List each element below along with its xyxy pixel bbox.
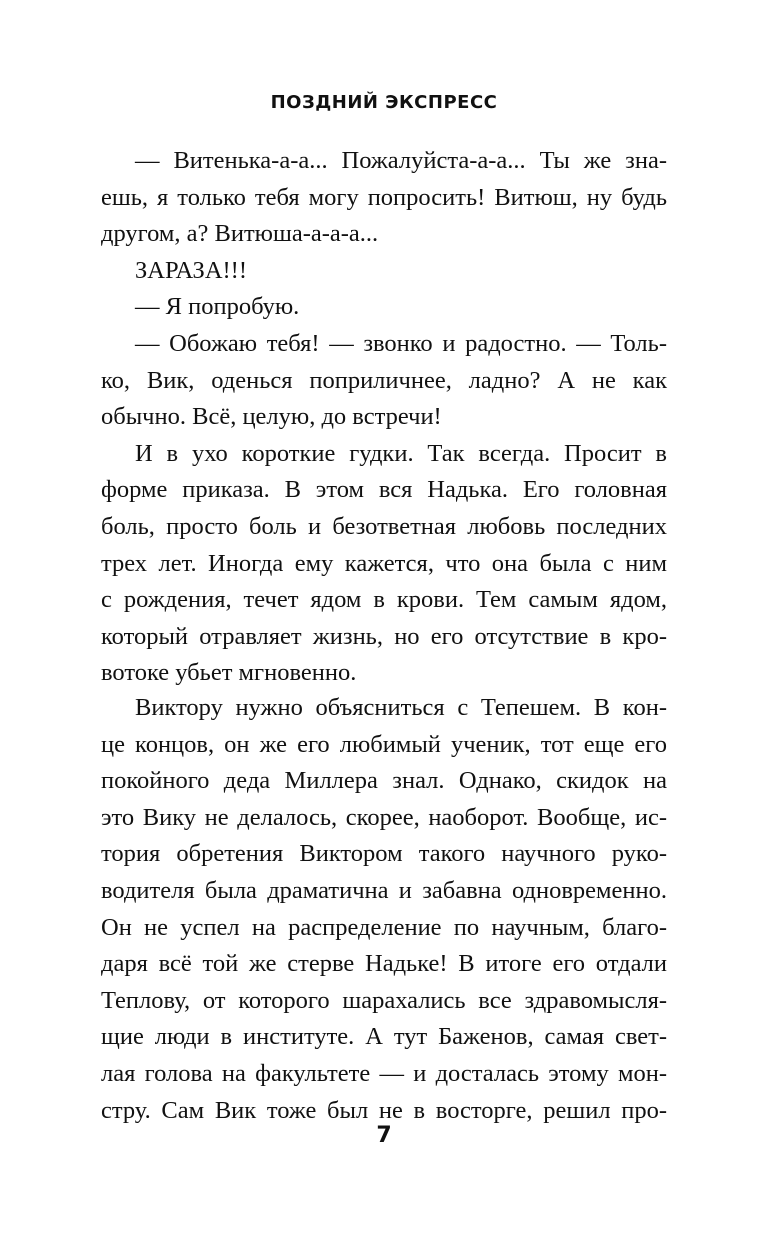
page-number: 7 (376, 1123, 392, 1148)
text-block-1 (101, 143, 667, 692)
text-line: боль, просто боль и безответная любовь последних (101, 512, 667, 540)
text-line: це концов, он же его любимый ученик, тот еще его (101, 730, 667, 758)
text-line: водителя была драматична и забавна одновременно. (101, 876, 667, 904)
text-line: покойного деда Миллера знал. Однако, скидок на (101, 767, 667, 795)
text-line: трех лет. Иногда ему кажется, что она была с ним (101, 549, 667, 577)
text-line: с рождения, течет ядом в крови. Тем самым ядом, (101, 586, 667, 614)
text-line: ко, Вик, оденься поприличнее, ладно? А не как (101, 366, 667, 394)
text-line: вотоке убьет мгновенно. (101, 659, 357, 687)
text-line: тория обретения Виктором такого научного руко- (101, 840, 667, 868)
text-line: даря всё той же стерве Надьке! В итоге его отдали (101, 950, 667, 978)
text-line: — Обожаю тебя! — звонко и радостно. — Толь- (135, 329, 667, 357)
text-line: И в ухо короткие гудки. Так всегда. Просит в (135, 439, 667, 467)
text-line: — Витенька-а-а... Пожалуйста-а-а... Ты же зна- (135, 147, 667, 174)
text-line: ешь, я только тебя могу попросить! Витюш, ну будь (101, 183, 667, 211)
text-line: Теплову, от которого шарахались все здравомысля- (101, 986, 667, 1014)
text-line: — Я попробую. (135, 293, 300, 321)
text-line: обычно. Всё, целую, до встречи! (101, 403, 442, 431)
text-line: стру. Сам Вик тоже был не в восторге, решил про- (101, 1096, 667, 1124)
running-head: ПОЗДНИЙ ЭКСПРЕСС (270, 92, 498, 113)
text-block-2 (101, 690, 667, 1129)
text-line: форме приказа. В этом вся Надька. Его головная (101, 476, 667, 504)
text-line: это Вику не делалось, скорее, наоборот. Вообще, ис- (101, 803, 667, 831)
text-line: Он не успел на распределение по научным, благо- (101, 913, 667, 941)
text-line: другом, а? Витюша-а-а-а... (101, 220, 379, 248)
text-line: щие люди в институте. А тут Баженов, самая свет- (101, 1023, 667, 1051)
text-line: Виктору нужно объясниться с Тепешем. В кон- (135, 694, 667, 721)
text-line: ЗАРАЗА!!! (135, 256, 247, 284)
text-line: лая голова на факультете — и досталась этому мон- (101, 1059, 667, 1087)
text-line: который отравляет жизнь, но его отсутствие в кро- (101, 622, 667, 650)
